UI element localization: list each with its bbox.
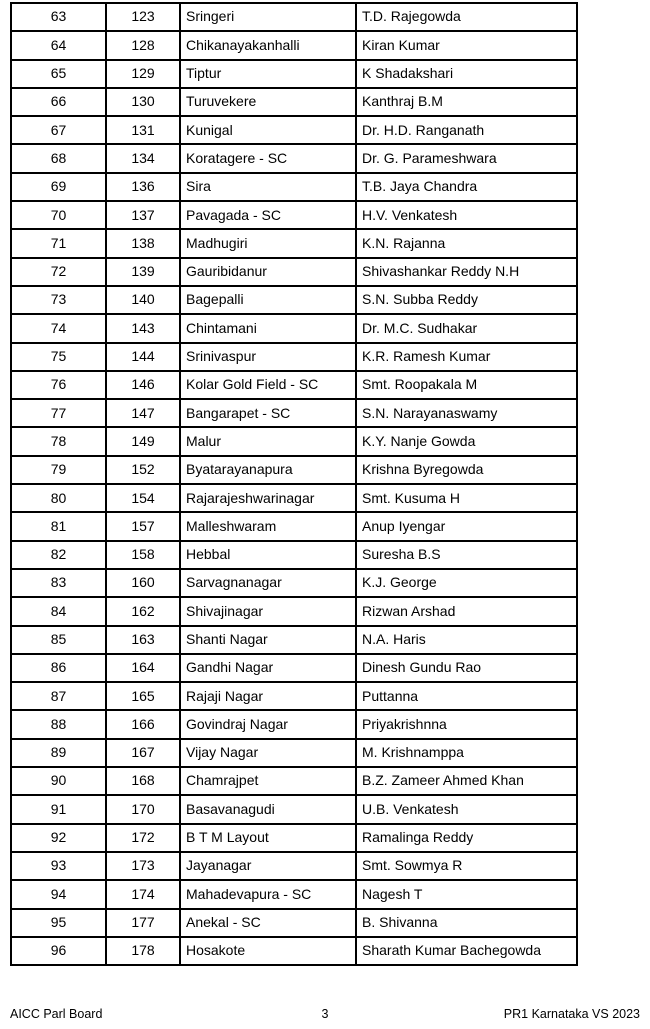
ac-no-cell: 128 [106,31,180,59]
sl-no-cell: 96 [11,937,106,965]
ac-no-cell: 140 [106,286,180,314]
sl-no-cell: 87 [11,682,106,710]
constituency-cell: Vijay Nagar [180,739,356,767]
ac-no-cell: 173 [106,852,180,880]
sl-no-cell: 82 [11,541,106,569]
candidate-cell: M. Krishnamppa [356,739,577,767]
constituency-cell: Basavanagudi [180,795,356,823]
sl-no-cell: 83 [11,569,106,597]
table-row [11,116,577,144]
constituency-cell: Shanti Nagar [180,626,356,654]
sl-no-cell: 81 [11,512,106,540]
table-row [11,399,577,427]
table-row [11,880,577,908]
candidate-cell: K Shadakshari [356,60,577,88]
candidate-table-body [11,3,577,965]
ac-no-cell: 158 [106,541,180,569]
constituency-cell: Koratagere - SC [180,144,356,172]
sl-no-cell: 64 [11,31,106,59]
constituency-cell: Bagepalli [180,286,356,314]
sl-no-cell: 95 [11,909,106,937]
candidate-cell: B. Shivanna [356,909,577,937]
candidate-cell: K.R. Ramesh Kumar [356,343,577,371]
candidate-cell: Nagesh T [356,880,577,908]
ac-no-cell: 138 [106,229,180,257]
sl-no-cell: 69 [11,173,106,201]
constituency-cell: Madhugiri [180,229,356,257]
ac-no-cell: 168 [106,767,180,795]
table-row [11,767,577,795]
page-footer [0,1005,650,1023]
sl-no-cell: 94 [11,880,106,908]
sl-no-cell: 86 [11,654,106,682]
table-row [11,569,577,597]
sl-no-cell: 77 [11,399,106,427]
candidate-cell: Smt. Kusuma H [356,484,577,512]
table-row [11,682,577,710]
footer-left-text: AICC Parl Board [10,1007,103,1021]
constituency-cell: Malur [180,427,356,455]
ac-no-cell: 178 [106,937,180,965]
constituency-cell: Srinivaspur [180,343,356,371]
table-row [11,739,577,767]
sl-no-cell: 75 [11,343,106,371]
table-row [11,909,577,937]
sl-no-cell: 84 [11,597,106,625]
constituency-cell: Gandhi Nagar [180,654,356,682]
table-row [11,541,577,569]
candidate-cell: B.Z. Zameer Ahmed Khan [356,767,577,795]
candidate-cell: Rizwan Arshad [356,597,577,625]
footer-right-text: PR1 Karnataka VS 2023 [503,1007,640,1021]
constituency-cell: Kunigal [180,116,356,144]
constituency-cell: Sringeri [180,3,356,31]
ac-no-cell: 172 [106,824,180,852]
candidate-cell: Dr. M.C. Sudhakar [356,314,577,342]
sl-no-cell: 63 [11,3,106,31]
sl-no-cell: 76 [11,371,106,399]
table-row [11,427,577,455]
ac-no-cell: 146 [106,371,180,399]
table-row [11,710,577,738]
candidate-cell: U.B. Venkatesh [356,795,577,823]
ac-no-cell: 162 [106,597,180,625]
ac-no-cell: 152 [106,456,180,484]
candidate-cell: Sharath Kumar Bachegowda [356,937,577,965]
table-row [11,31,577,59]
table-row [11,173,577,201]
candidate-cell: Priyakrishnna [356,710,577,738]
constituency-cell: Rajarajeshwarinagar [180,484,356,512]
table-row [11,937,577,965]
table-row [11,654,577,682]
constituency-cell: Chikanayakanhalli [180,31,356,59]
candidate-cell: Dr. G. Parameshwara [356,144,577,172]
ac-no-cell: 129 [106,60,180,88]
constituency-cell: Govindraj Nagar [180,710,356,738]
sl-no-cell: 70 [11,201,106,229]
sl-no-cell: 71 [11,229,106,257]
sl-no-cell: 92 [11,824,106,852]
candidate-cell: Anup Iyengar [356,512,577,540]
page-number: 3 [321,1007,329,1021]
constituency-cell: Hosakote [180,937,356,965]
ac-no-cell: 147 [106,399,180,427]
candidate-cell: N.A. Haris [356,626,577,654]
ac-no-cell: 149 [106,427,180,455]
table-row [11,795,577,823]
ac-no-cell: 167 [106,739,180,767]
table-row [11,456,577,484]
candidate-cell: Kiran Kumar [356,31,577,59]
constituency-cell: Bangarapet - SC [180,399,356,427]
candidate-cell: Kanthraj B.M [356,88,577,116]
candidate-cell: Ramalinga Reddy [356,824,577,852]
candidate-cell: K.N. Rajanna [356,229,577,257]
sl-no-cell: 72 [11,258,106,286]
table-row [11,343,577,371]
sl-no-cell: 68 [11,144,106,172]
sl-no-cell: 74 [11,314,106,342]
table-row [11,88,577,116]
table-row [11,3,577,31]
constituency-cell: B T M Layout [180,824,356,852]
table-row [11,314,577,342]
ac-no-cell: 160 [106,569,180,597]
sl-no-cell: 66 [11,88,106,116]
constituency-cell: Byatarayanapura [180,456,356,484]
ac-no-cell: 123 [106,3,180,31]
constituency-cell: Kolar Gold Field - SC [180,371,356,399]
table-row [11,371,577,399]
sl-no-cell: 67 [11,116,106,144]
constituency-cell: Hebbal [180,541,356,569]
sl-no-cell: 80 [11,484,106,512]
candidate-cell: H.V. Venkatesh [356,201,577,229]
ac-no-cell: 164 [106,654,180,682]
ac-no-cell: 137 [106,201,180,229]
ac-no-cell: 177 [106,909,180,937]
sl-no-cell: 90 [11,767,106,795]
ac-no-cell: 165 [106,682,180,710]
constituency-cell: Mahadevapura - SC [180,880,356,908]
candidate-cell: K.J. George [356,569,577,597]
table-row [11,512,577,540]
candidate-cell: K.Y. Nanje Gowda [356,427,577,455]
table-row [11,258,577,286]
sl-no-cell: 73 [11,286,106,314]
ac-no-cell: 130 [106,88,180,116]
constituency-cell: Anekal - SC [180,909,356,937]
candidate-cell: S.N. Subba Reddy [356,286,577,314]
candidate-cell: Puttanna [356,682,577,710]
candidate-cell: Dr. H.D. Ranganath [356,116,577,144]
table-row [11,229,577,257]
candidate-cell: Smt. Roopakala M [356,371,577,399]
constituency-cell: Pavagada - SC [180,201,356,229]
candidate-cell: Krishna Byregowda [356,456,577,484]
table-row [11,484,577,512]
ac-no-cell: 157 [106,512,180,540]
table-row [11,144,577,172]
constituency-cell: Shivajinagar [180,597,356,625]
ac-no-cell: 170 [106,795,180,823]
ac-no-cell: 136 [106,173,180,201]
constituency-cell: Sarvagnanagar [180,569,356,597]
sl-no-cell: 85 [11,626,106,654]
candidate-cell: Smt. Sowmya R [356,852,577,880]
sl-no-cell: 65 [11,60,106,88]
candidate-cell: Suresha B.S [356,541,577,569]
sl-no-cell: 91 [11,795,106,823]
table-row [11,626,577,654]
sl-no-cell: 78 [11,427,106,455]
constituency-cell: Jayanagar [180,852,356,880]
constituency-cell: Sira [180,173,356,201]
constituency-cell: Chintamani [180,314,356,342]
ac-no-cell: 134 [106,144,180,172]
ac-no-cell: 154 [106,484,180,512]
candidate-cell: Shivashankar Reddy N.H [356,258,577,286]
table-row [11,286,577,314]
sl-no-cell: 93 [11,852,106,880]
ac-no-cell: 163 [106,626,180,654]
table-row [11,201,577,229]
ac-no-cell: 166 [106,710,180,738]
ac-no-cell: 139 [106,258,180,286]
candidate-cell: T.B. Jaya Chandra [356,173,577,201]
constituency-cell: Tiptur [180,60,356,88]
table-row [11,852,577,880]
constituency-cell: Chamrajpet [180,767,356,795]
sl-no-cell: 88 [11,710,106,738]
table-row [11,60,577,88]
constituency-cell: Gauribidanur [180,258,356,286]
ac-no-cell: 143 [106,314,180,342]
candidate-cell: Dinesh Gundu Rao [356,654,577,682]
sl-no-cell: 79 [11,456,106,484]
ac-no-cell: 144 [106,343,180,371]
candidate-cell: S.N. Narayanaswamy [356,399,577,427]
candidate-table [10,2,578,966]
table-row [11,597,577,625]
constituency-cell: Turuvekere [180,88,356,116]
table-row [11,824,577,852]
ac-no-cell: 131 [106,116,180,144]
sl-no-cell: 89 [11,739,106,767]
constituency-cell: Rajaji Nagar [180,682,356,710]
ac-no-cell: 174 [106,880,180,908]
constituency-cell: Malleshwaram [180,512,356,540]
candidate-cell: T.D. Rajegowda [356,3,577,31]
